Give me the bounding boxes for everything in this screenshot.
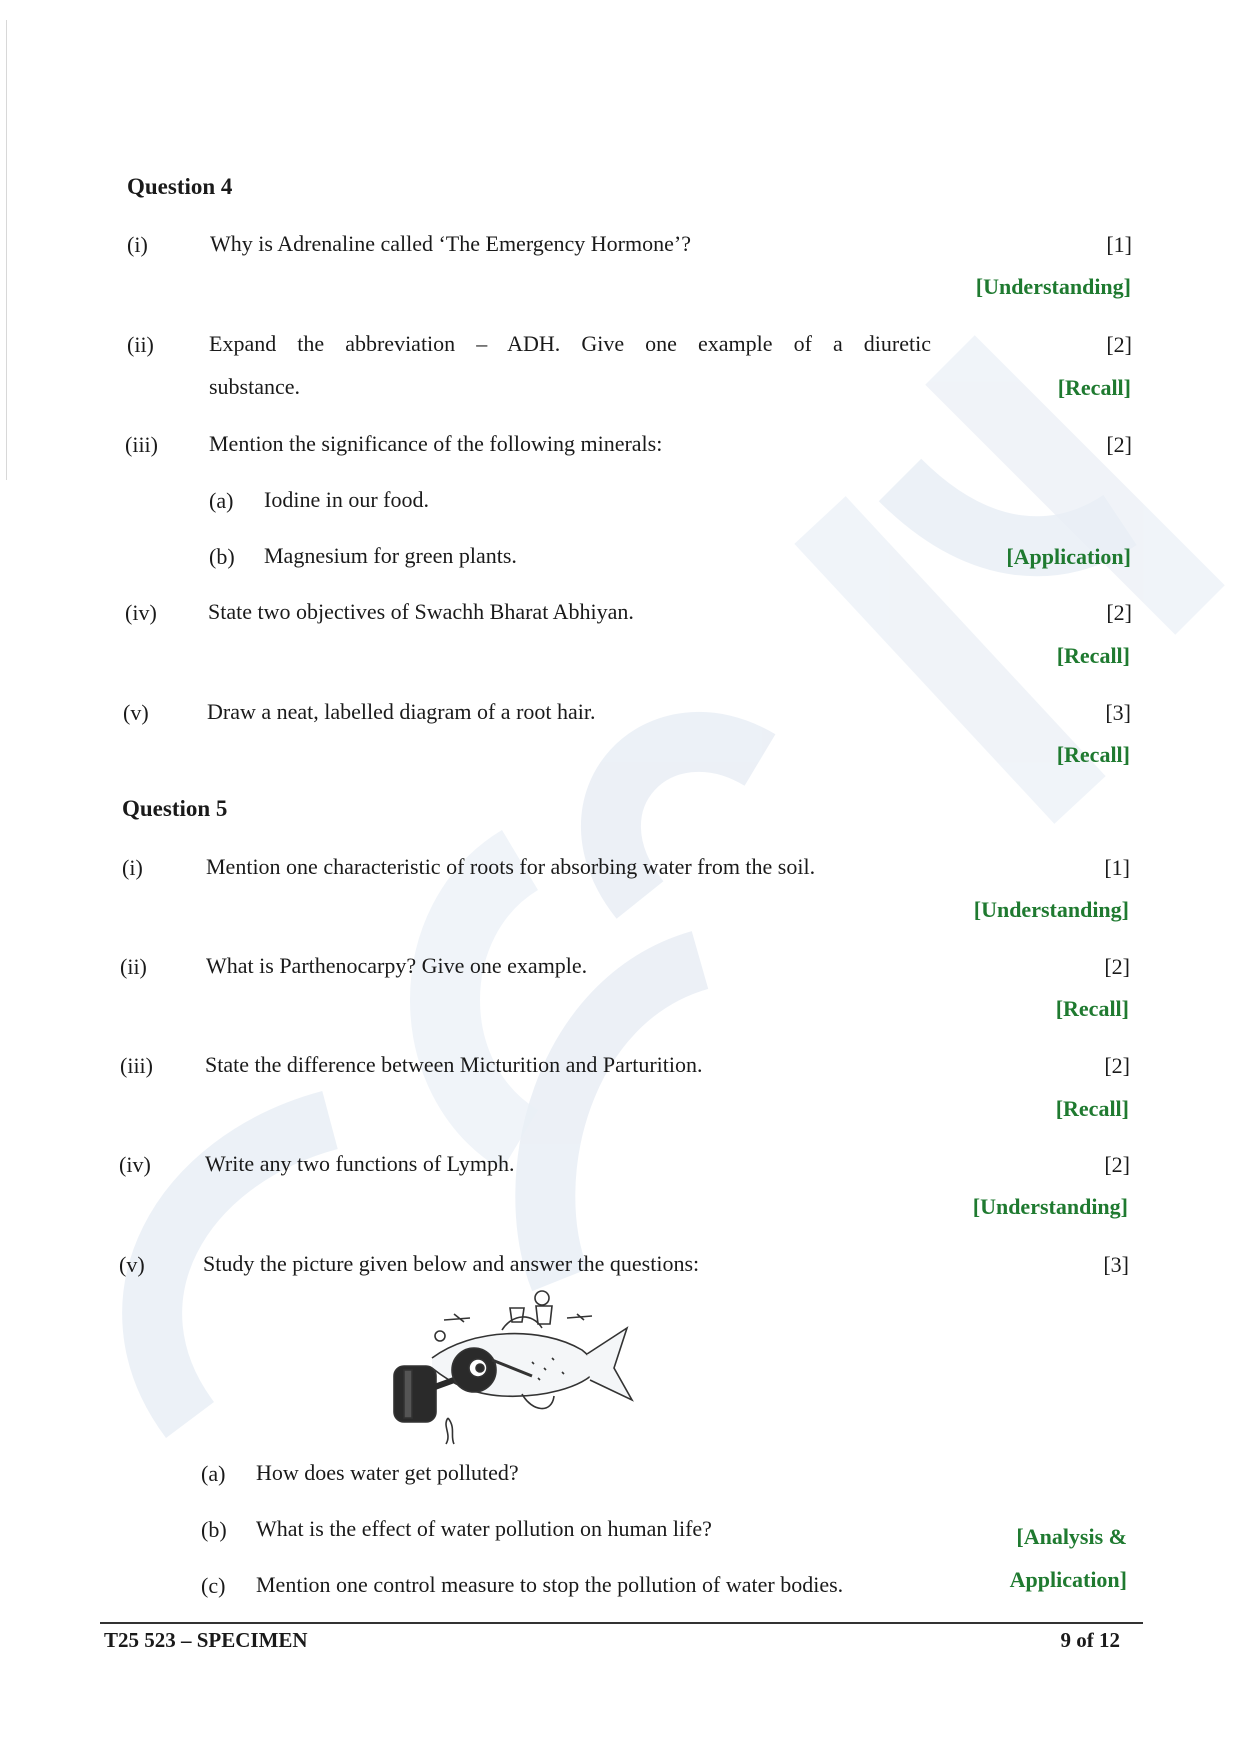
q5-i-number: (i) [122, 855, 143, 880]
q4-iii-b-text: Magnesium for green plants. [264, 543, 517, 568]
q4-ii-text-line1: Expand the abbreviation – ADH. Give one example of a diuretic [209, 331, 931, 356]
footer-rule [100, 1622, 1143, 1624]
q4-v-marks: [3] [1105, 700, 1131, 725]
question-4-title: Question 4 [127, 174, 233, 199]
q4-i-text: Why is Adrenaline called ‘The Emergency Hormone’? [210, 231, 691, 256]
q5-iv-text: Write any two functions of Lymph. [205, 1151, 515, 1176]
q5-iii-tag: [Recall] [1055, 1096, 1129, 1121]
q4-iii-a-text: Iodine in our food. [264, 487, 429, 512]
footer-page-number: 9 of 12 [1060, 1628, 1120, 1652]
q4-v-text: Draw a neat, labelled diagram of a root hair. [207, 699, 596, 724]
q5-ii-number: (ii) [120, 954, 147, 979]
q5-iv-number: (iv) [119, 1152, 151, 1177]
q5-v-a-number: (a) [201, 1461, 226, 1486]
q5-v-c-number: (c) [201, 1573, 226, 1598]
q4-i-number: (i) [127, 232, 148, 257]
q4-ii-marks: [2] [1106, 332, 1132, 357]
q5-ii-marks: [2] [1104, 954, 1130, 979]
q4-iii-tag: [Application] [1006, 544, 1131, 569]
question-5-title: Question 5 [122, 796, 228, 821]
fish-with-gas-mask-icon [392, 1288, 652, 1446]
q5-v-marks: [3] [1103, 1252, 1129, 1277]
q4-iii-b-number: (b) [209, 544, 235, 569]
q5-i-text: Mention one characteristic of roots for absorbing water from the soil. [206, 854, 816, 879]
q5-v-tag-line2: Application] [1009, 1567, 1127, 1592]
q5-v-b-text: What is the effect of water pollution on human life? [256, 1516, 712, 1541]
q5-i-tag: [Understanding] [973, 897, 1129, 922]
footer-paper-code: T25 523 – SPECIMEN [104, 1628, 308, 1652]
q4-v-number: (v) [123, 700, 149, 725]
q5-v-text: Study the picture given below and answer the questions: [203, 1251, 700, 1276]
q5-ii-tag: [Recall] [1055, 996, 1129, 1021]
q5-i-marks: [1] [1104, 855, 1130, 880]
q5-iv-tag: [Understanding] [972, 1194, 1128, 1219]
q5-iv-marks: [2] [1104, 1152, 1130, 1177]
page-edge-line [6, 20, 7, 480]
q4-ii-number: (ii) [127, 332, 154, 357]
q5-iii-text: State the difference between Micturition and Parturition. [205, 1052, 703, 1077]
q4-iv-text: State two objectives of Swachh Bharat Abhiyan. [208, 599, 634, 624]
q4-iii-number: (iii) [125, 432, 158, 457]
q4-iii-a-number: (a) [209, 488, 234, 513]
q5-iii-number: (iii) [120, 1053, 153, 1078]
q4-iv-marks: [2] [1106, 600, 1132, 625]
q5-v-tag-line1: [Analysis & [1016, 1524, 1127, 1549]
q4-ii-text-line2: substance. [209, 374, 301, 399]
q5-v-c-text: Mention one control measure to stop the pollution of water bodies. [256, 1572, 844, 1597]
q4-iii-text: Mention the significance of the following minerals: [209, 431, 663, 456]
q5-v-a-text: How does water get polluted? [256, 1460, 519, 1485]
q5-v-number: (v) [119, 1252, 145, 1277]
q5-ii-text: What is Parthenocarpy? Give one example. [206, 953, 588, 978]
q5-v-b-number: (b) [201, 1517, 227, 1542]
q5-iii-marks: [2] [1104, 1053, 1130, 1078]
q4-i-tag: [Understanding] [975, 274, 1131, 299]
q4-i-marks: [1] [1106, 232, 1132, 257]
q4-ii-tag: [Recall] [1057, 375, 1131, 400]
q4-iv-number: (iv) [125, 600, 157, 625]
q4-iv-tag: [Recall] [1056, 643, 1130, 668]
q4-v-tag: [Recall] [1056, 742, 1130, 767]
q4-iii-marks: [2] [1106, 432, 1132, 457]
